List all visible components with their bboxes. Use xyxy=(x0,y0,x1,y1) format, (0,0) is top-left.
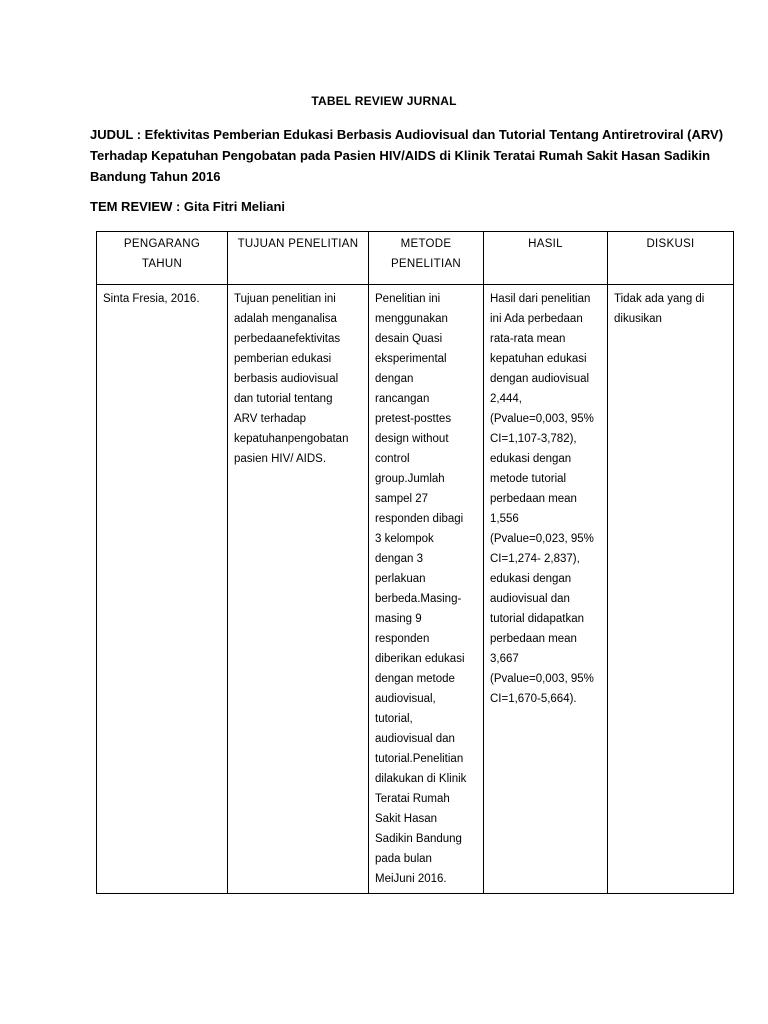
cell-pengarang: Sinta Fresia, 2016. xyxy=(97,285,228,894)
cell-tujuan: Tujuan penelitian ini adalah menganalisa perbedaanefektivitas pemberian edukasi berbasis audiovisual dan tutorial tentang ARV terhadap kepatuhanpengobatan pasien HIV/ AIDS. xyxy=(228,285,369,894)
table-header-row xyxy=(97,232,734,285)
header-hasil: HASIL xyxy=(484,232,608,285)
header-diskusi: DISKUSI xyxy=(608,232,734,285)
document-title: TABEL REVIEW JURNAL xyxy=(311,94,457,108)
journal-title: JUDUL : Efektivitas Pemberian Edukasi Berbasis Audiovisual dan Tutorial Tentang Antiretroviral (ARV) Terhadap Kepatuhan Pengobatan pada Pasien HIV/AIDS di Klinik Teratai Rumah Sakit Hasan Sadikin Bandung Tahun 2016 xyxy=(90,127,724,184)
cell-metode: Penelitian ini menggunakan desain Quasi eksperimental dengan rancangan pretest-posttes design without control group.Jumlah sampel 27 responden dibagi 3 kelompok dengan 3 perlakuan berbeda.Masing- masing 9 responden diberikan edukasi dengan metode audiovisual, tutorial, audiovisual dan tutorial.Penelitian dilakukan di Klinik Teratai Rumah Sakit Hasan Sadikin Bandung pada bulan MeiJuni 2016. xyxy=(369,285,484,894)
cell-diskusi: Tidak ada yang di dikusikan xyxy=(608,285,734,894)
header-pengarang-tahun: PENGARANG TAHUN xyxy=(97,232,228,285)
table-row xyxy=(97,285,734,894)
header-metode-penelitian: METODE PENELITIAN xyxy=(369,232,484,285)
reviewer-line: TEM REVIEW : Gita Fitri Meliani xyxy=(90,199,286,214)
review-table xyxy=(96,231,734,894)
cell-hasil: Hasil dari penelitian ini Ada perbedaan rata-rata mean kepatuhan edukasi dengan audiovisual 2,444, (Pvalue=0,003, 95% CI=1,107-3,782), edukasi dengan metode tutorial perbedaan mean 1,556 (Pvalue=0,023, 95% CI=1,274- 2,837), edukasi dengan audiovisual dan tutorial didapatkan perbedaan mean 3,667 (Pvalue=0,003, 95% CI=1,670-5,664). xyxy=(484,285,608,894)
header-tujuan-penelitian: TUJUAN PENELITIAN xyxy=(228,232,369,285)
